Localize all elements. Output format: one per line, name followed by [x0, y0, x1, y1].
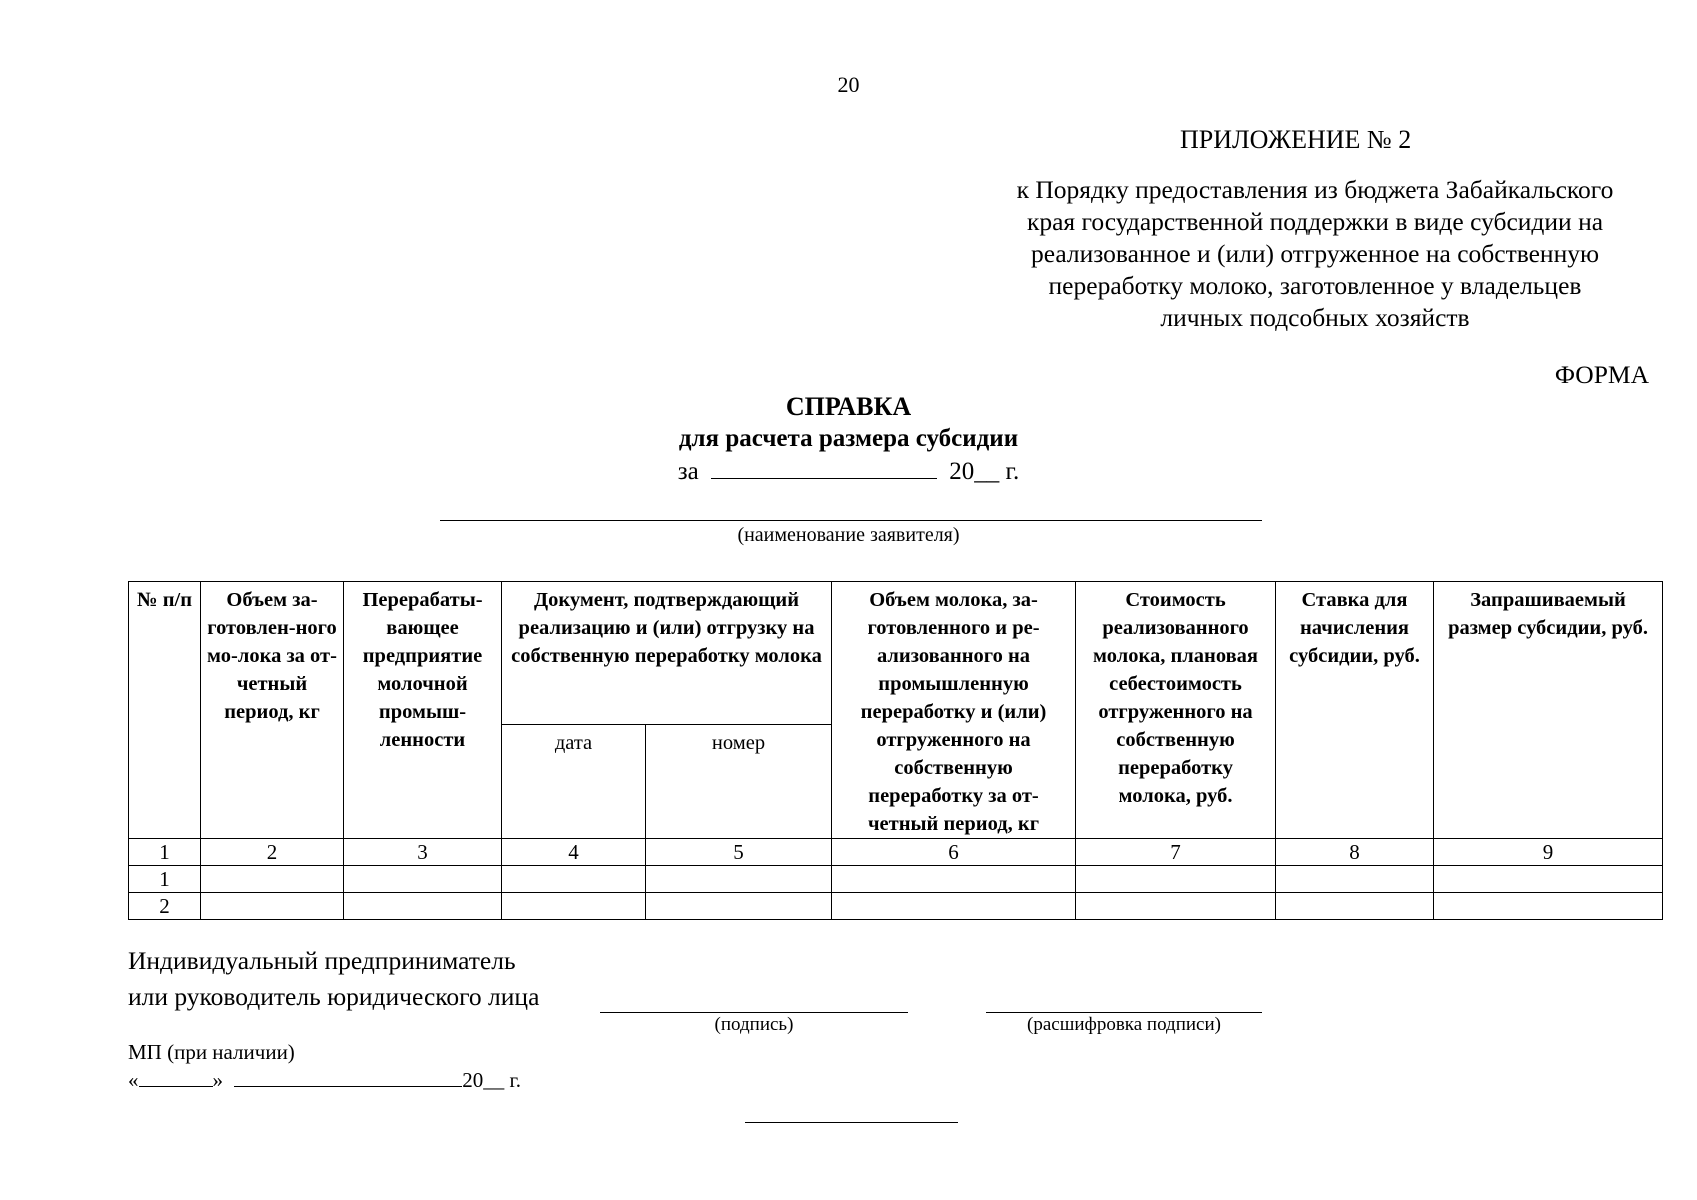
- signature-decoding-field[interactable]: [986, 1012, 1262, 1013]
- date-close-quote: »: [212, 1068, 223, 1092]
- header-number: номер: [646, 724, 832, 838]
- document-subtitle: для расчета размера субсидии: [678, 425, 1019, 452]
- period-prefix: за: [677, 458, 699, 485]
- column-number: 3: [344, 839, 502, 866]
- table-cell[interactable]: [201, 893, 344, 920]
- column-number: 8: [1276, 839, 1434, 866]
- header-document: Документ, подтверждающий реализацию и (или) отгрузку на собственную переработку молока: [502, 582, 832, 725]
- date-day-field[interactable]: [139, 1085, 213, 1087]
- table-cell[interactable]: [1276, 866, 1434, 893]
- table-row: [129, 866, 1663, 893]
- page-number: 20: [837, 72, 860, 97]
- column-number: 1: [129, 839, 201, 866]
- appendix-line: края государственной поддержки в виде субсидии на: [1026, 207, 1604, 236]
- column-number: 9: [1434, 839, 1663, 866]
- appendix-line: к Порядку предоставления из бюджета Забайкальского: [1016, 175, 1614, 204]
- signature-field[interactable]: [600, 1012, 908, 1013]
- table-cell[interactable]: [201, 866, 344, 893]
- document-title: СПРАВКА: [785, 392, 912, 421]
- form-label: ФОРМА: [1554, 360, 1649, 389]
- column-number: 4: [502, 839, 646, 866]
- applicant-name-field[interactable]: [440, 520, 1262, 521]
- table-cell[interactable]: [1434, 866, 1663, 893]
- date-year: 20__ г.: [462, 1068, 521, 1092]
- date-line: [128, 1068, 521, 1093]
- date-open-quote: «: [128, 1068, 139, 1092]
- table-cell[interactable]: [502, 893, 646, 920]
- header-rate: Ставка для начисления субсидии, руб.: [1276, 582, 1434, 839]
- column-numbers-row: [129, 839, 1663, 866]
- period-year: 20__ г.: [949, 458, 1020, 485]
- signer-role-line-2: или руководитель юридического лица: [128, 982, 540, 1011]
- table-cell[interactable]: [502, 866, 646, 893]
- table-cell[interactable]: [344, 866, 502, 893]
- header-requested: Запрашиваемый размер субсидии, руб.: [1434, 582, 1663, 839]
- appendix-line: переработку молоко, заготовленное у владельцев: [1048, 271, 1582, 300]
- applicant-caption: (наименование заявителя): [737, 524, 960, 546]
- appendix-title: ПРИЛОЖЕНИЕ № 2: [1180, 125, 1412, 154]
- header-processor: Перерабаты-вающее предприятие молочной промыш-ленности: [344, 582, 502, 839]
- subsidy-table: [128, 581, 1663, 920]
- table-cell[interactable]: [832, 893, 1076, 920]
- date-month-field[interactable]: [234, 1085, 462, 1087]
- table-row: [129, 893, 1663, 920]
- appendix-line: реализованное и (или) отгруженное на собственную: [1030, 239, 1600, 268]
- period-line: [0, 458, 1697, 486]
- column-number: 6: [832, 839, 1076, 866]
- table-cell[interactable]: [344, 893, 502, 920]
- stamp-note: МП (при наличии): [128, 1040, 295, 1064]
- table-cell[interactable]: [1076, 866, 1276, 893]
- appendix-line: личных подсобных хозяйств: [1160, 303, 1470, 332]
- table-cell[interactable]: [1076, 893, 1276, 920]
- table-cell[interactable]: [646, 866, 832, 893]
- header-volume: Объем за-готовлен-ного мо-лока за от-четный период, кг: [201, 582, 344, 839]
- signature-decoding-caption: (расшифровка подписи): [1027, 1014, 1221, 1035]
- table-cell[interactable]: [1434, 893, 1663, 920]
- table-cell[interactable]: [832, 866, 1076, 893]
- column-number: 5: [646, 839, 832, 866]
- signer-role-line-1: Индивидуальный предприниматель: [128, 946, 516, 975]
- row-number: 2: [129, 893, 201, 920]
- column-number: 7: [1076, 839, 1276, 866]
- table-cell[interactable]: [1276, 893, 1434, 920]
- bottom-divider: [745, 1122, 958, 1123]
- header-milk-volume: Объем молока, за-готовленного и ре-ализованного на промышленную переработку и (или) отгруженного на собственную переработку за от-четный период, кг: [832, 582, 1076, 839]
- period-blank-field[interactable]: [711, 477, 937, 479]
- header-num: № п/п: [129, 582, 201, 839]
- signature-caption: (подпись): [714, 1014, 794, 1035]
- header-date: дата: [502, 724, 646, 838]
- appendix-description: [960, 174, 1670, 334]
- table-cell[interactable]: [646, 893, 832, 920]
- header-cost: Стоимость реализованного молока, плановая себестоимость отгруженного на собственную переработку молока, руб.: [1076, 582, 1276, 839]
- column-number: 2: [201, 839, 344, 866]
- row-number: 1: [129, 866, 201, 893]
